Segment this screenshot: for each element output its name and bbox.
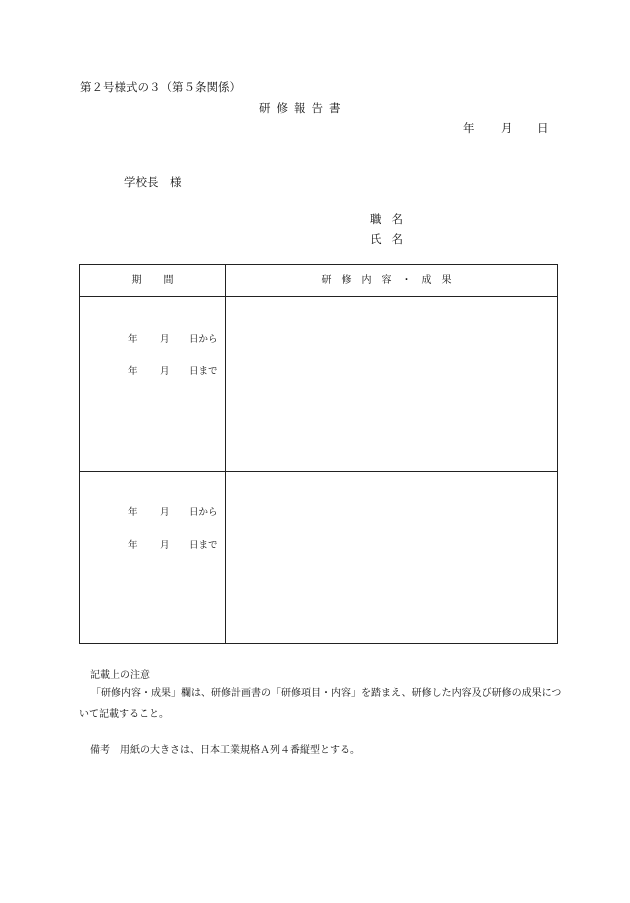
position-label: 職名 [370,212,413,226]
period-to-label: 日まで [189,366,218,377]
period-column-header: 期間 [131,275,196,286]
period-to-line [128,363,218,377]
period-month-label: 月 [160,334,170,345]
period-month-label: 月 [160,366,170,377]
report-table [79,264,558,644]
period-year-label: 年 [128,366,138,377]
period-to-line [128,537,218,551]
date-month-label: 月 [501,121,513,135]
period-year-label: 年 [128,334,138,345]
period-to-label: 日まで [189,540,218,551]
name-label: 氏名 [370,232,413,246]
notes-heading: 記載上の注意 [90,670,150,681]
date-year-label: 年 [463,121,475,135]
period-year-label: 年 [128,540,138,551]
document-title: 研修報告書 [259,101,347,115]
table-header-row [80,265,557,297]
period-from-line [128,504,218,518]
period-from-line [128,331,218,345]
notes-body: 「研修内容・成果」欄は、研修計画書の「研修項目・内容」を踏まえ、研修した内容及び研修の成果について記載すること。 [79,688,562,720]
remarks: 備考 用紙の大きさは、日本工業規格Ａ列４番縦型とする。 [90,745,360,756]
addressee: 学校長 様 [124,175,182,189]
period-from-label: 日から [189,334,218,345]
form-number: 第２号様式の３（第５条関係） [80,80,241,94]
period-year-label: 年 [128,507,138,518]
date-line [463,120,549,136]
period-month-label: 月 [160,507,170,518]
period-from-label: 日から [189,507,218,518]
content-cell[interactable] [226,472,557,643]
content-cell[interactable] [226,298,557,471]
date-day-label: 日 [537,121,549,135]
period-month-label: 月 [160,540,170,551]
content-column-header: 研修内容・成果 [321,275,462,286]
